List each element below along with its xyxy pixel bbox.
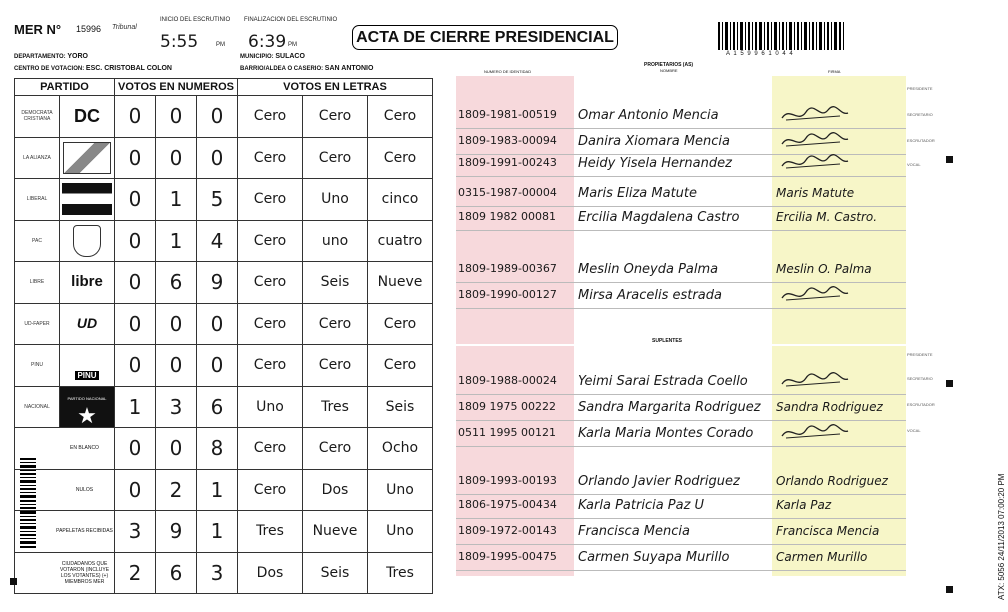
party-logo <box>60 220 115 262</box>
vote-word: Dos <box>303 469 368 511</box>
row-divider <box>456 230 906 231</box>
liberal-flag-icon <box>62 183 112 215</box>
identity-number: 1809 1975 00222 <box>458 400 556 413</box>
party-name: PAC <box>15 220 60 262</box>
departamento-label: DEPARTAMENTO: <box>14 54 66 60</box>
party-name: UD-FAPER <box>15 303 60 345</box>
vote-word: Cero <box>238 96 303 138</box>
tribunal-logo: Tribunal <box>112 24 137 31</box>
side-label-presidente: PRESIDENTE <box>907 86 933 91</box>
vote-word: Cero <box>303 137 368 179</box>
votes-table <box>14 78 433 594</box>
vote-word: Uno <box>303 179 368 221</box>
barrio-label: BARRIO/ALDEA O CASERIO: <box>240 66 324 72</box>
party-logo <box>60 262 115 304</box>
side-label-secretario: SECRETARIO <box>907 112 933 117</box>
member-name: Karla Patricia Paz U <box>578 498 705 513</box>
party-logo-text: PARTIDO NACIONAL <box>67 395 107 401</box>
side-label-escrutador-2: ESCRUTADOR <box>907 402 935 407</box>
registration-mark <box>946 586 953 593</box>
vote-number-digit: 1 <box>156 179 197 221</box>
inicio-label: INICIO DEL ESCRUTINIO <box>160 17 231 23</box>
vote-word: Seis <box>368 386 433 428</box>
mer-label: MER N° <box>14 22 62 37</box>
vote-number-digit: 0 <box>156 303 197 345</box>
member-name: Carmen Suyapa Murillo <box>578 550 730 565</box>
row-divider <box>456 446 906 447</box>
vote-word: Cero <box>303 303 368 345</box>
registration-mark <box>946 156 953 163</box>
inicio-time: 5:55 <box>160 32 199 52</box>
vote-word: Tres <box>238 511 303 553</box>
party-logo <box>60 303 115 345</box>
party-logo <box>60 137 115 179</box>
vote-number-digit: 8 <box>197 428 238 470</box>
vote-word: Cero <box>238 345 303 387</box>
table-row <box>15 469 433 511</box>
identity-number: 1809-1991-00243 <box>458 156 557 169</box>
vote-number-digit: 0 <box>197 303 238 345</box>
vote-number-digit: 0 <box>115 303 156 345</box>
member-name: Karla Maria Montes Corado <box>578 426 754 441</box>
member-name: Danira Xiomara Mencia <box>578 134 730 149</box>
identity-number: 1809-1993-00193 <box>458 474 557 487</box>
party-name: LIBERAL <box>15 179 60 221</box>
vote-number-digit: 4 <box>197 220 238 262</box>
vote-number-digit: 0 <box>115 345 156 387</box>
vote-number-digit: 0 <box>115 179 156 221</box>
vote-number-digit: 9 <box>197 262 238 304</box>
side-barcode <box>20 456 36 552</box>
vote-word: cuatro <box>368 220 433 262</box>
party-logo <box>60 386 115 428</box>
party-name: LIBRE <box>15 262 60 304</box>
summary-label: NULOS <box>15 469 115 511</box>
table-row <box>15 552 433 594</box>
table-row <box>15 386 433 428</box>
written-signature: Meslin O. Palma <box>776 262 872 276</box>
vote-number-digit: 0 <box>156 345 197 387</box>
identity-number: 1809 1982 00081 <box>458 210 556 223</box>
summary-label: PAPELETAS RECIBIDAS <box>15 511 115 553</box>
written-signature: Francisca Mencia <box>776 524 880 538</box>
identity-number: 1809-1983-00094 <box>458 134 557 147</box>
centro-label: CENTRO DE VOTACION: <box>14 66 85 72</box>
side-label-secretario-2: SECRETARIO <box>907 376 933 381</box>
identity-number: 1809-1981-00519 <box>458 108 557 121</box>
vote-number-digit: 5 <box>197 179 238 221</box>
vote-number-digit: 3 <box>156 386 197 428</box>
written-signature: Carmen Murillo <box>776 550 868 564</box>
side-label-presidente-2: PRESIDENTE <box>907 352 933 357</box>
vote-word: Seis <box>303 262 368 304</box>
row-divider <box>456 394 906 395</box>
member-name: Meslin Oneyda Palma <box>578 262 719 277</box>
vote-number-digit: 1 <box>197 511 238 553</box>
row-divider <box>456 494 906 495</box>
row-divider <box>456 570 906 571</box>
member-name: Francisca Mencia <box>578 524 690 539</box>
municipio-row <box>240 53 305 60</box>
vote-word: Nueve <box>368 262 433 304</box>
inicio-suffix: PM <box>216 42 225 48</box>
vote-number-digit: 0 <box>156 137 197 179</box>
vote-word: Cero <box>368 137 433 179</box>
vote-word: uno <box>303 220 368 262</box>
vote-word: Dos <box>238 552 303 594</box>
table-row <box>15 345 433 387</box>
propietarios-label: PROPIETARIOS (AS) <box>644 62 694 68</box>
vote-number-digit: 2 <box>115 552 156 594</box>
vote-number-digit: 0 <box>115 469 156 511</box>
vote-word: Cero <box>303 345 368 387</box>
member-name: Mirsa Aracelis estrada <box>578 288 722 303</box>
handwritten-signature <box>780 422 850 442</box>
side-label-escrutador: ESCRUTADOR <box>907 138 935 143</box>
municipio-label: MUNICIPIO: <box>240 54 274 60</box>
vote-number-digit: 1 <box>156 220 197 262</box>
pac-shield-icon <box>73 225 101 257</box>
row-divider <box>456 282 906 283</box>
table-row <box>15 96 433 138</box>
identity-number: 1809-1989-00367 <box>458 262 557 275</box>
identity-number: 1809-1995-00475 <box>458 550 557 563</box>
row-divider <box>456 128 906 129</box>
vote-word: Cero <box>238 428 303 470</box>
vote-word: Uno <box>368 511 433 553</box>
vote-word: Uno <box>238 386 303 428</box>
vote-number-digit: 2 <box>156 469 197 511</box>
member-name: Sandra Margarita Rodriguez <box>578 400 761 415</box>
handwritten-signature <box>780 104 850 124</box>
vote-word: Uno <box>368 469 433 511</box>
vote-word: Cero <box>368 303 433 345</box>
handwritten-signature <box>780 284 850 304</box>
summary-label: CIUDADANOS QUE VOTARON (INCLUYE LOS VOTANTES) (+) MIEMBROS MER <box>15 552 115 594</box>
vote-number-digit: 0 <box>115 262 156 304</box>
written-signature: Orlando Rodriguez <box>776 474 888 488</box>
vote-word: Cero <box>303 428 368 470</box>
vote-number-digit: 0 <box>115 220 156 262</box>
member-name: Orlando Javier Rodriguez <box>578 474 740 489</box>
vote-number-digit: 0 <box>115 428 156 470</box>
identity-number: 1809-1972-00143 <box>458 524 557 537</box>
side-label-vocal: VOCAL <box>907 162 921 167</box>
table-row <box>15 262 433 304</box>
row-divider <box>456 206 906 207</box>
row-divider <box>456 176 906 177</box>
table-row <box>15 137 433 179</box>
table-row <box>15 220 433 262</box>
registration-mark <box>946 380 953 387</box>
suplentes-label: SUPLENTES <box>652 338 683 344</box>
vote-word: Cero <box>238 179 303 221</box>
written-signature: Ercilia M. Castro. <box>776 210 878 224</box>
vote-word: Tres <box>303 386 368 428</box>
vote-word: cinco <box>368 179 433 221</box>
departamento-value: YORO <box>67 53 88 60</box>
firma-label: FIRMA <box>828 69 841 74</box>
vote-number-digit: 6 <box>197 386 238 428</box>
party-logo <box>60 179 115 221</box>
member-name: Omar Antonio Mencia <box>578 108 719 123</box>
table-row <box>15 428 433 470</box>
row-divider <box>456 420 906 421</box>
identity-number: 0511 1995 00121 <box>458 426 556 439</box>
vote-number-digit: 6 <box>156 552 197 594</box>
handwritten-signature <box>780 130 850 150</box>
mer-number: 15996 <box>76 24 102 34</box>
party-logo-text: DC <box>74 105 100 126</box>
barrio-row <box>240 65 373 72</box>
vote-number-digit: 0 <box>197 345 238 387</box>
summary-label: EN BLANCO <box>15 428 115 470</box>
vote-word: Tres <box>368 552 433 594</box>
row-divider <box>456 308 906 309</box>
vote-word: Nueve <box>303 511 368 553</box>
votos-numeros-header: VOTOS EN NUMEROS <box>115 79 238 96</box>
vote-word: Cero <box>238 220 303 262</box>
row-divider <box>456 518 906 519</box>
municipio-value: SULACO <box>275 53 305 60</box>
star-icon: ★ <box>77 402 97 428</box>
vote-number-digit: 1 <box>197 469 238 511</box>
vote-word: Cero <box>368 345 433 387</box>
member-name: Maris Eliza Matute <box>578 186 698 201</box>
party-logo <box>60 96 115 138</box>
row-divider <box>456 544 906 545</box>
document-title: ACTA DE CIERRE PRESIDENCIAL <box>352 25 618 50</box>
vote-word: Cero <box>238 303 303 345</box>
vote-word: Cero <box>238 262 303 304</box>
nombre-label: NOMBRE <box>660 68 678 73</box>
identity-number: 1809-1990-00127 <box>458 288 557 301</box>
centro-row <box>14 65 172 72</box>
vote-word: Cero <box>238 137 303 179</box>
departamento-row <box>14 53 88 60</box>
vote-number-digit: 0 <box>156 96 197 138</box>
vote-word: Cero <box>368 96 433 138</box>
footer-stamp: ATX: 5056 24/11/2013 07:00:20 PM <box>997 473 1006 600</box>
vote-word: Cero <box>303 96 368 138</box>
table-row <box>15 303 433 345</box>
party-logo-text: libre <box>71 273 103 291</box>
vote-word: Cero <box>238 469 303 511</box>
identity-number: 0315-1987-00004 <box>458 186 557 199</box>
handwritten-signature <box>780 152 850 172</box>
written-signature: Maris Matute <box>776 186 855 200</box>
table-row <box>15 179 433 221</box>
member-name: Heidy Yisela Hernandez <box>578 156 732 171</box>
party-name: NACIONAL <box>15 386 60 428</box>
vote-number-digit: 1 <box>115 386 156 428</box>
identity-number: 1806-1975-00434 <box>458 498 557 511</box>
identity-number: 1809-1988-00024 <box>458 374 557 387</box>
vote-word: Seis <box>303 552 368 594</box>
vote-number-digit: 3 <box>197 552 238 594</box>
vote-number-digit: 0 <box>115 137 156 179</box>
finalizacion-suffix: PM <box>288 42 297 48</box>
vote-word: Ocho <box>368 428 433 470</box>
finalizacion-label: FINALIZACION DEL ESCRUTINIO <box>244 17 338 23</box>
table-row <box>15 511 433 553</box>
vote-number-digit: 0 <box>197 96 238 138</box>
barcode-number: A 1 5 9 9 6 1 0 4 4 <box>726 51 794 57</box>
vote-number-digit: 0 <box>115 96 156 138</box>
party-logo-text: UD <box>76 314 98 331</box>
alianza-flag-icon <box>63 142 111 174</box>
party-logo-text: PINU <box>77 371 97 381</box>
handwritten-signature <box>780 370 850 390</box>
numero-identidad-label: NUMERO DE IDENTIDAD <box>484 69 532 74</box>
centro-value: ESC. CRISTOBAL COLON <box>85 65 172 72</box>
written-signature: Sandra Rodriguez <box>776 400 883 414</box>
finalizacion-time: 6:39 <box>248 32 287 52</box>
registration-mark <box>10 578 17 585</box>
votos-letras-header: VOTOS EN LETRAS <box>238 79 433 96</box>
vote-number-digit: 0 <box>197 137 238 179</box>
vote-number-digit: 9 <box>156 511 197 553</box>
party-name: LA ALIANZA <box>15 137 60 179</box>
vote-number-digit: 6 <box>156 262 197 304</box>
vote-number-digit: 3 <box>115 511 156 553</box>
side-label-vocal-2: VOCAL <box>907 428 921 433</box>
vote-number-digit: 0 <box>156 428 197 470</box>
party-logo <box>60 345 115 387</box>
member-name: Yeimi Sarai Estrada Coello <box>578 374 748 389</box>
party-name: DEMOCRATA CRISTIANA <box>15 96 60 138</box>
member-name: Ercilia Magdalena Castro <box>578 210 740 225</box>
partido-header: PARTIDO <box>15 79 115 96</box>
barrio-value: SAN ANTONIO <box>324 65 374 72</box>
written-signature: Karla Paz <box>776 498 832 512</box>
party-name: PINU <box>15 345 60 387</box>
